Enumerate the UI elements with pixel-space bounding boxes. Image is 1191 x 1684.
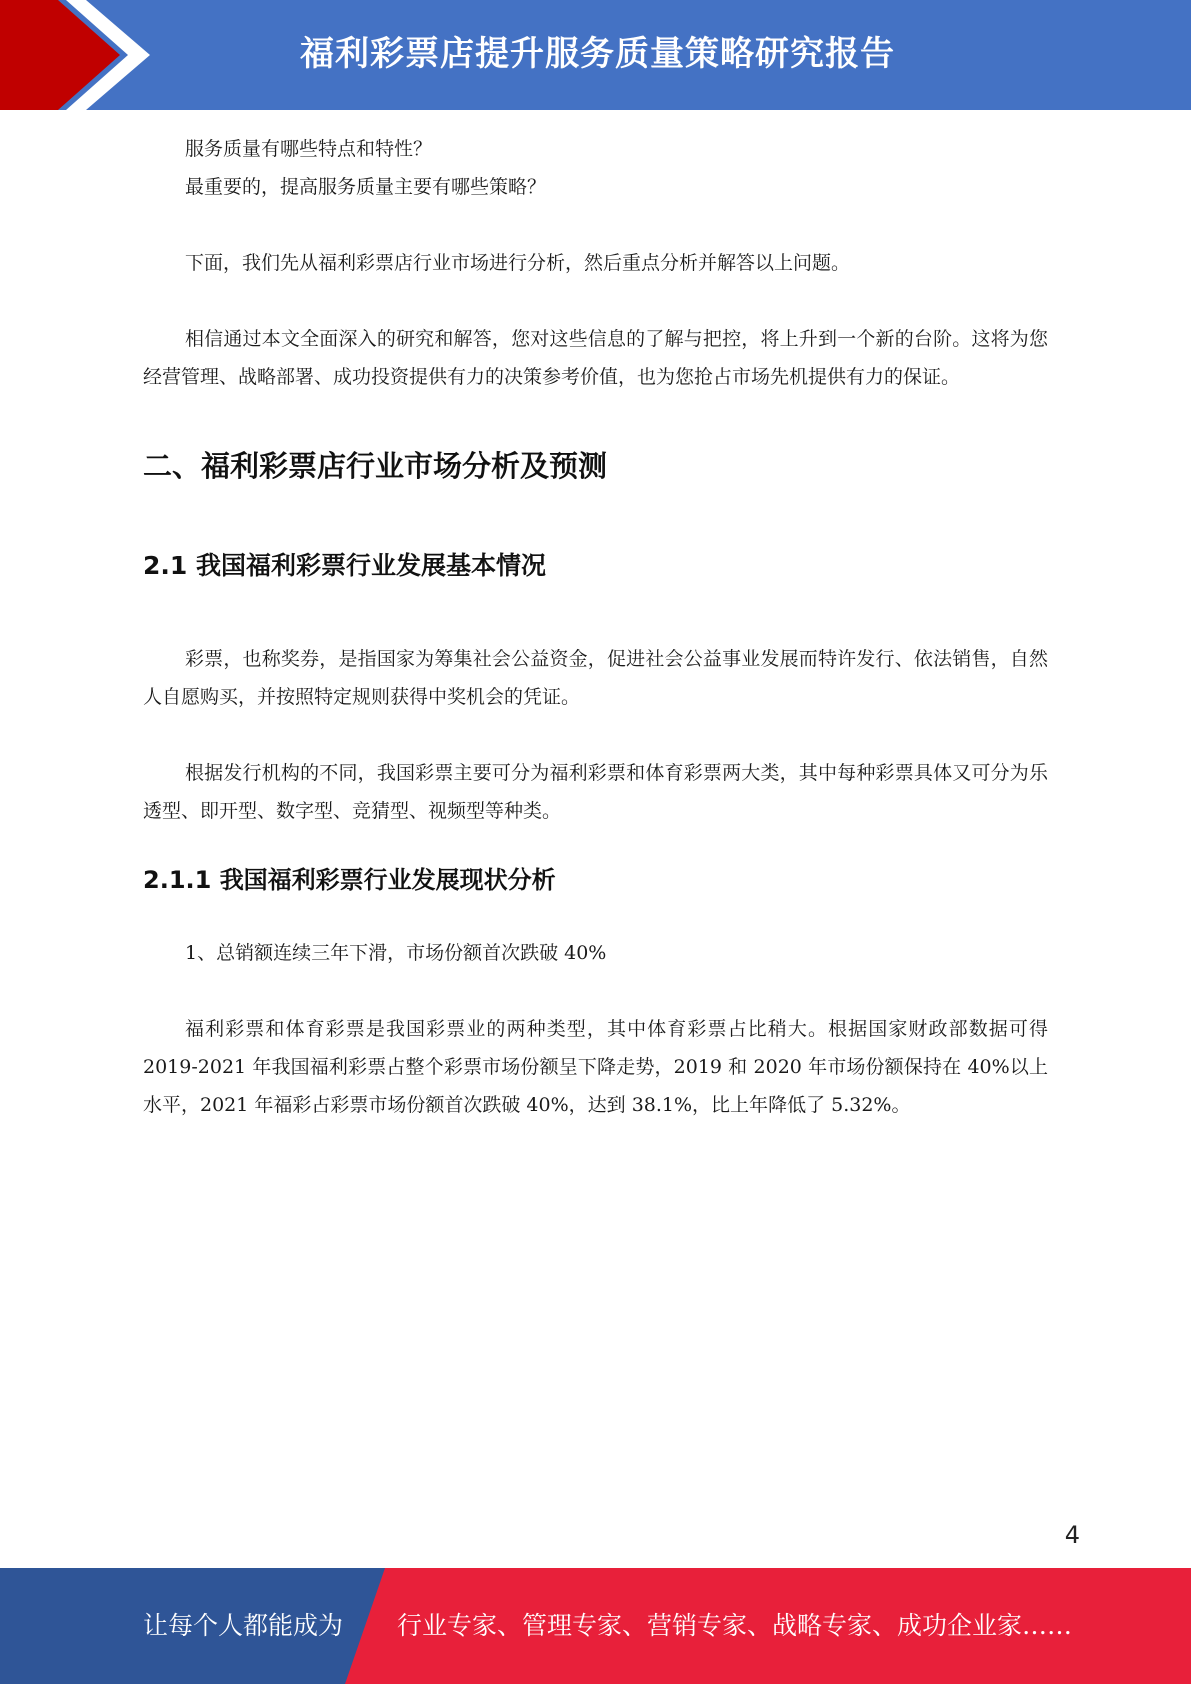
section-2-1-1-point-1: 1、总销额连续三年下滑，市场份额首次跌破 40% (185, 942, 607, 964)
footer-slogan-left: 让每个人都能成为 (143, 1611, 344, 1640)
section-2-1-1-heading: 2.1.1 我国福利彩票行业发展现状分析 (143, 866, 556, 894)
section-2-heading: 二、福利彩票店行业市场分析及预测 (143, 449, 608, 483)
section-2-1-1-paragraph-1: 福利彩票和体育彩票是我国彩票业的两种类型，其中体育彩票占比稍大。根据国家财政部数据可得 2019-2021 年我国福利彩票占整个彩票市场份额呈下降走势，2019 和 2020 年市场份额保持在 40%以上水平，2021 年福彩占彩票市场份额首次跌破 40%，达到 38.1%，比上年降低了 5.32%。 (143, 1018, 1048, 1116)
section-2-1-paragraph-2: 根据发行机构的不同，我国彩票主要可分为福利彩票和体育彩票两大类，其中每种彩票具体又可分为乐透型、即开型、数字型、竞猜型、视频型等种类。 (143, 762, 1048, 822)
section-2-1-heading: 2.1 我国福利彩票行业发展基本情况 (143, 551, 546, 580)
footer-slogan-right: 行业专家、管理专家、营销专家、战略专家、成功企业家…… (397, 1611, 1073, 1640)
document-body (143, 130, 1048, 1124)
intro-paragraph-2: 相信通过本文全面深入的研究和解答，您对这些信息的了解与把控，将上升到一个新的台阶。这将为您经营管理、战略部署、成功投资提供有力的决策参考价值，也为您抢占市场先机提供有力的保证。 (143, 328, 1048, 388)
section-2-1-paragraph-1: 彩票，也称奖券，是指国家为筹集社会公益资金，促进社会公益事业发展而特许发行、依法销售，自然人自愿购买，并按照特定规则获得中奖机会的凭证。 (143, 648, 1048, 708)
page-header (0, 0, 1191, 110)
header-chevron-decoration (0, 0, 160, 110)
intro-question-1: 服务质量有哪些特点和特性？ (185, 138, 433, 160)
page-footer (0, 1568, 1191, 1684)
header-title: 福利彩票店提升服务质量策略研究报告 (300, 34, 895, 74)
intro-question-2: 最重要的，提高服务质量主要有哪些策略？ (185, 176, 547, 198)
page-number: 4 (1064, 1521, 1080, 1549)
intro-paragraph-1: 下面，我们先从福利彩票店行业市场进行分析，然后重点分析并解答以上问题。 (185, 252, 851, 274)
